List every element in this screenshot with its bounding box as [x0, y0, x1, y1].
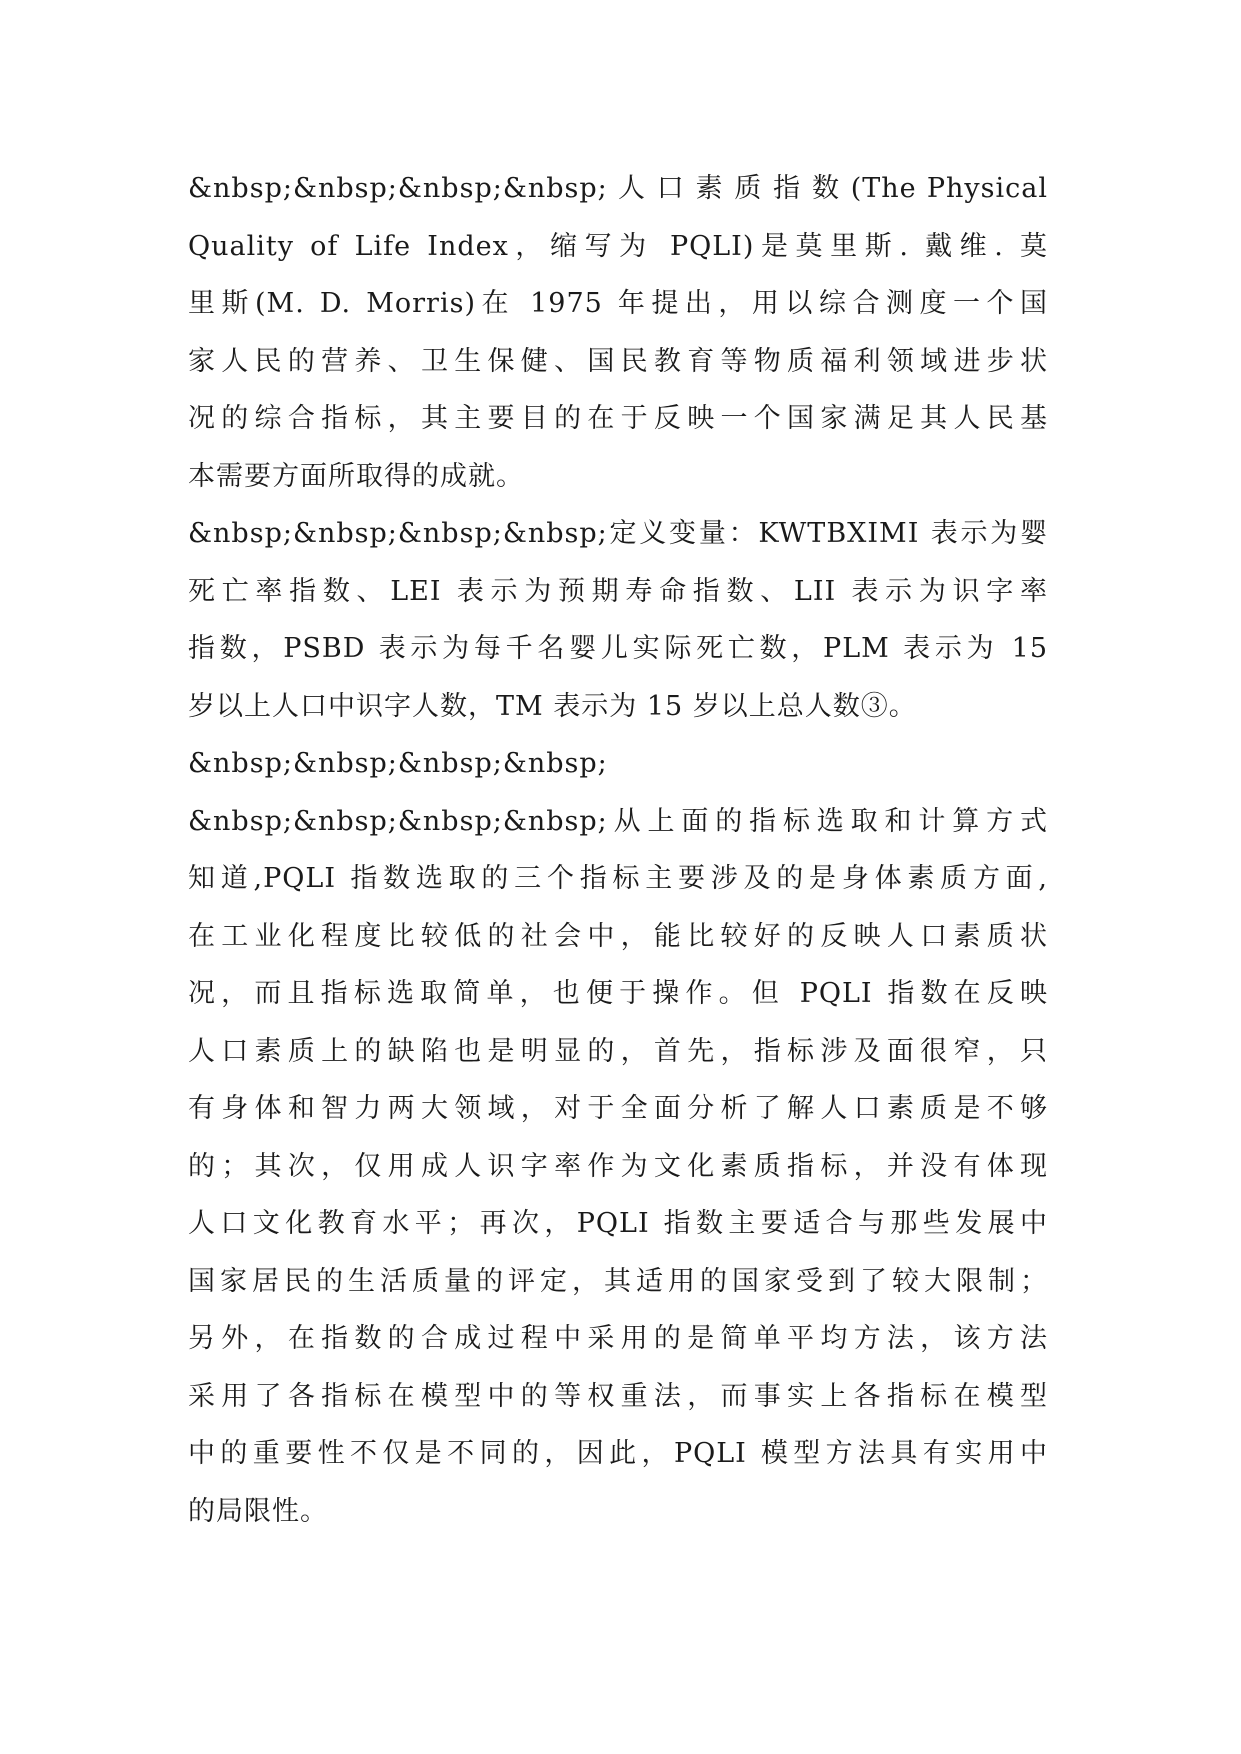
paragraph-1-line-1: &nbsp;&nbsp;&nbsp;&nbsp; 人 口 素 质 指 数 (The Physical: [188, 173, 1048, 204]
paragraph-2-line-1: &nbsp;&nbsp;&nbsp;&nbsp;定义变量：KWTBXIMI 表示为婴: [188, 518, 1048, 549]
paragraph-4-line-1: &nbsp;&nbsp;&nbsp;&nbsp;从上面的指标选取和计算方式: [188, 805, 1048, 837]
paragraph-4-line-6: 有身体和智力两大领域，对于全面分析了解人口素质是不够: [188, 1093, 1048, 1124]
paragraph-1-line-4: 家人民的营养、卫生保健、国民教育等物质福利领域进步状: [188, 345, 1048, 377]
paragraph-4-line-7: 的；其次，仅用成人识字率作为文化素质指标，并没有体现: [188, 1150, 1048, 1182]
paragraph-1-line-5: 况的综合指标，其主要目的在于反映一个国家满足其人民基: [188, 403, 1048, 434]
paragraph-2-line-2: 死亡率指数、LEI 表示为预期寿命指数、LII 表示为识字率: [188, 575, 1048, 607]
paragraph-4-line-13: 的局限性。: [188, 1495, 328, 1527]
paragraph-4-line-3: 在工业化程度比较低的社会中，能比较好的反映人口素质状: [188, 920, 1048, 952]
paragraph-4-line-2: 知道,PQLI 指数选取的三个指标主要涉及的是身体素质方面,: [188, 863, 1048, 894]
paragraph-4-line-12: 中的重要性不仅是不同的，因此，PQLI 模型方法具有实用中: [188, 1438, 1048, 1469]
paragraph-1-line-3: 里斯(M. D. Morris)在 1975 年提出，用以综合测度一个国: [188, 288, 1048, 319]
paragraph-1-line-6: 本需要方面所取得的成就。: [188, 460, 524, 492]
paragraph-4-line-4: 况，而且指标选取简单，也便于操作。但 PQLI 指数在反映: [188, 978, 1048, 1009]
paragraph-1-line-2: Quality of Life Index，缩写为 PQLI)是莫里斯. 戴维. 莫: [188, 230, 1048, 262]
paragraph-4-line-11: 采用了各指标在模型中的等权重法，而事实上各指标在模型: [188, 1380, 1048, 1412]
paragraph-2-line-3: 指数，PSBD 表示为每千名婴儿实际死亡数，PLM 表示为 15: [188, 633, 1048, 664]
paragraph-2-line-4: 岁以上人口中识字人数，TM 表示为 15 岁以上总人数③。: [188, 690, 917, 722]
paragraph-3-line-1: &nbsp;&nbsp;&nbsp;&nbsp;: [188, 748, 608, 779]
paragraph-4-line-9: 国家居民的生活质量的评定，其适用的国家受到了较大限制；: [188, 1265, 1048, 1297]
paragraph-4-line-5: 人口素质上的缺陷也是明显的，首先，指标涉及面很窄，只: [188, 1035, 1048, 1067]
document-body: [188, 160, 1048, 1540]
paragraph-4-line-10: 另外，在指数的合成过程中采用的是简单平均方法，该方法: [188, 1323, 1048, 1354]
paragraph-4-line-8: 人口文化教育水平；再次，PQLI 指数主要适合与那些发展中: [188, 1208, 1048, 1239]
